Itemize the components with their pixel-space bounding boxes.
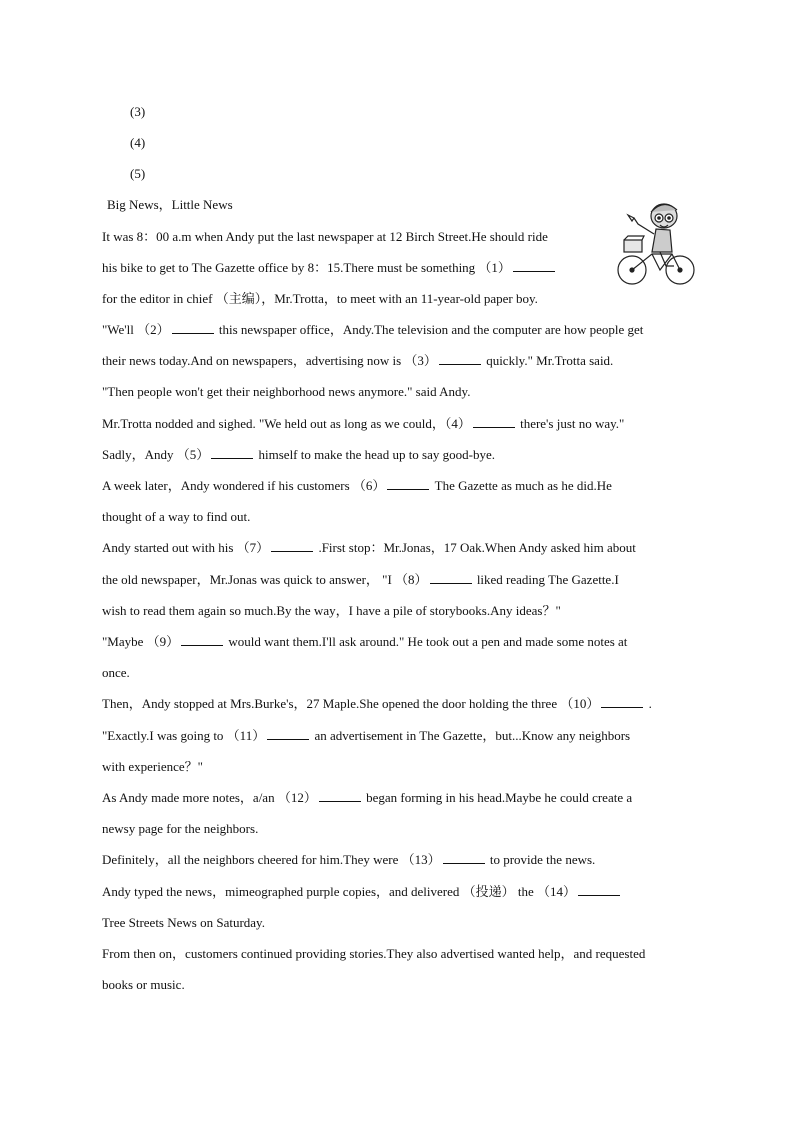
answer-blank — [267, 728, 309, 740]
line-text: himself to make the head up to say good-bye. — [255, 447, 495, 462]
passage-line — [102, 915, 265, 931]
line-text: Tree Streets News on Saturday. — [102, 915, 265, 930]
line-text: his bike to get to The Gazette office by 8：15.There must be something （1） — [102, 260, 511, 275]
line-text: Then，Andy stopped at Mrs.Burke's，27 Maple.She opened the door holding the three （10） — [102, 696, 600, 711]
answer-blank — [601, 696, 643, 708]
answer-number-4: (4) — [130, 135, 146, 150]
passage-line — [102, 509, 250, 525]
passage-line — [102, 634, 627, 650]
answer-blank — [181, 634, 223, 646]
line-text: .First stop：Mr.Jonas，17 Oak.When Andy asked him about — [315, 540, 636, 555]
passage-line — [102, 977, 185, 993]
passage-line — [102, 884, 622, 900]
line-text: newsy page for the neighbors. — [102, 821, 259, 836]
line-text: this newspaper office，Andy.The television and the computer are how people get — [215, 322, 644, 337]
answer-blank — [513, 260, 555, 272]
line-text: Definitely，all the neighbors cheered for him.They were （13） — [102, 852, 441, 867]
passage-line — [102, 665, 130, 681]
answer-number-5: (5) — [130, 166, 146, 181]
answer-blank — [172, 322, 214, 334]
passage-line — [102, 603, 561, 619]
line-text: began forming in his head.Maybe he could create a — [362, 790, 633, 805]
line-text: . — [645, 696, 652, 711]
answer-blank — [319, 790, 361, 802]
line-text: "Maybe （9） — [102, 634, 180, 649]
passage-line — [102, 229, 548, 245]
line-text: Mr.Trotta nodded and sighed. "We held out as long as we could，（4） — [102, 416, 471, 431]
line-text: liked reading The Gazette.I — [473, 572, 619, 587]
passage-line — [102, 759, 203, 775]
line-text: As Andy made more notes，a/an （12） — [102, 790, 317, 805]
passage-line — [102, 572, 619, 588]
passage-line — [102, 540, 636, 556]
answer-blank — [578, 884, 620, 896]
passage-title: Big News，Little News — [107, 197, 233, 212]
line-text: A week later，Andy wondered if his customers （6） — [102, 478, 386, 493]
line-text: there's just no way." — [516, 416, 625, 431]
passage-line — [102, 478, 612, 494]
line-text: thought of a way to find out. — [102, 509, 251, 524]
line-text: "Then people won't get their neighborhood news anymore." said Andy. — [102, 384, 471, 399]
line-text: an advertisement in The Gazette，but...Know any neighbors — [311, 728, 631, 743]
passage-line — [102, 260, 557, 276]
line-text: Sadly，Andy （5） — [102, 447, 210, 462]
line-text: It was 8：00 a.m when Andy put the last newspaper at 12 Birch Street.He should ride — [102, 229, 548, 244]
boy-on-bike-illustration — [616, 196, 696, 292]
line-text: once. — [102, 665, 130, 680]
answer-blank — [430, 572, 472, 584]
line-text: wish to read them again so much.By the way，I have a pile of storybooks.Any ideas？" — [102, 603, 561, 618]
line-text: their news today.And on newspapers，advertising now is （3） — [102, 353, 437, 368]
line-text: "Exactly.I was going to （11） — [102, 728, 266, 743]
line-text: From then on，customers continued providing stories.They also advertised wanted help，and requested — [102, 946, 646, 961]
passage-line — [102, 821, 258, 837]
line-text: for the editor in chief （主编），Mr.Trotta，to meet with an 11-year-old paper boy. — [102, 291, 538, 306]
answer-number-3: (3) — [130, 104, 146, 119]
line-text: quickly." Mr.Trotta said. — [482, 353, 614, 368]
line-text: would want them.I'll ask around." He took out a pen and made some notes at — [225, 634, 628, 649]
line-text: Andy typed the news，mimeographed purple copies，and delivered （投递） the （14） — [102, 884, 577, 899]
line-text: "We'll （2） — [102, 322, 170, 337]
passage-line — [102, 322, 643, 338]
passage-line — [102, 728, 630, 744]
answer-blank — [271, 540, 313, 552]
line-text: with experience？" — [102, 759, 203, 774]
line-text: to provide the news. — [486, 852, 596, 867]
passage-line — [102, 946, 645, 962]
passage-line — [102, 447, 495, 463]
line-text: The Gazette as much as he did.He — [431, 478, 612, 493]
answer-blank — [387, 478, 429, 490]
passage-line — [102, 353, 613, 369]
passage-line — [102, 696, 652, 712]
line-text: the old newspaper，Mr.Jonas was quick to answer， "I （8） — [102, 572, 428, 587]
answer-blank — [443, 852, 485, 864]
answer-blank — [211, 447, 253, 459]
passage-line — [102, 384, 470, 400]
passage-line — [102, 790, 632, 806]
answer-blank — [473, 416, 515, 428]
line-text: books or music. — [102, 977, 185, 992]
passage-line — [102, 852, 595, 868]
passage-line — [102, 416, 624, 432]
line-text: Andy started out with his （7） — [102, 540, 270, 555]
passage-line — [102, 291, 538, 307]
answer-blank — [439, 353, 481, 365]
